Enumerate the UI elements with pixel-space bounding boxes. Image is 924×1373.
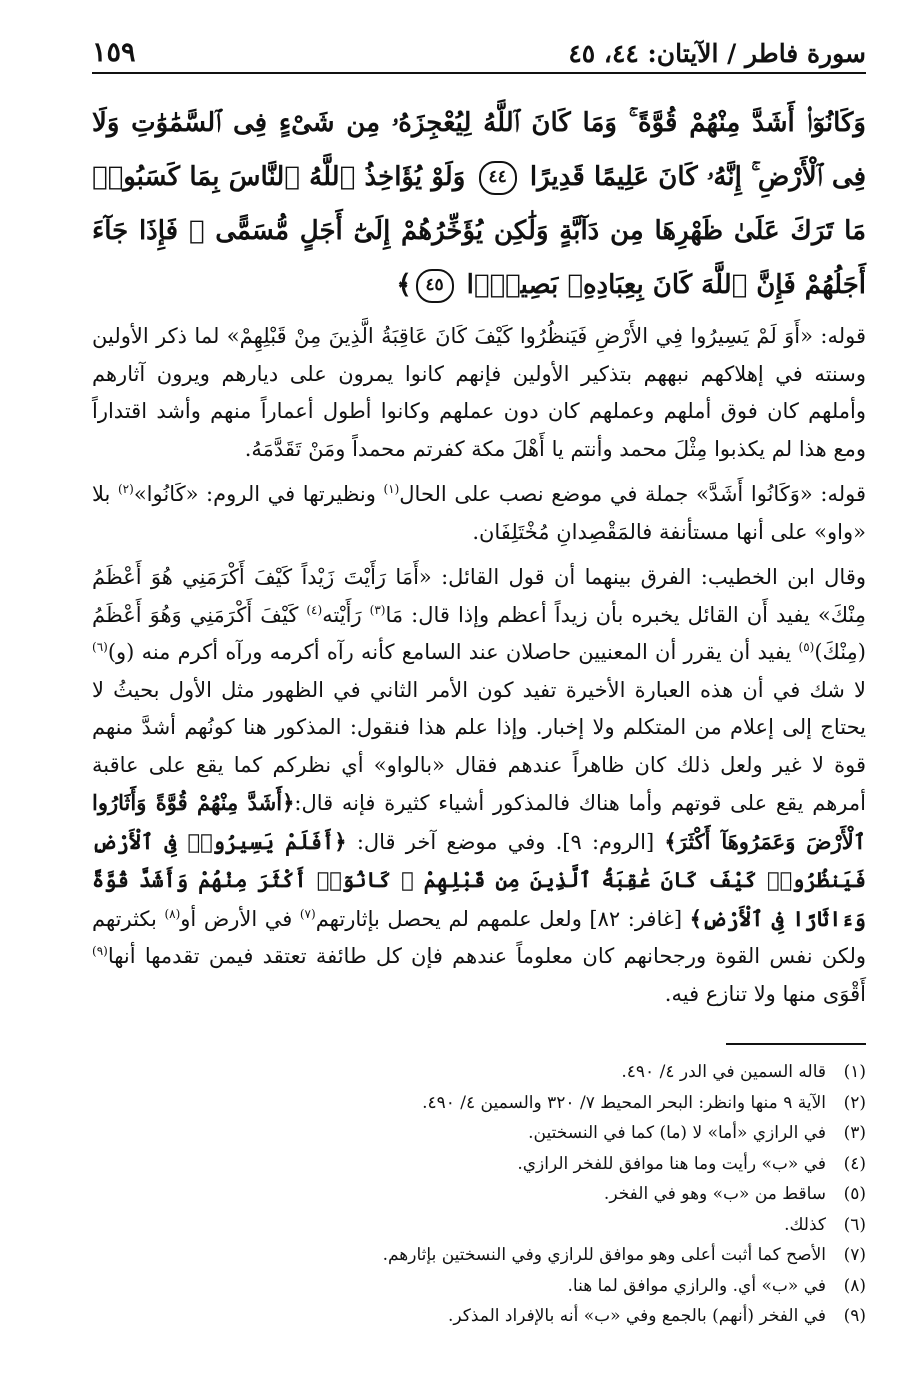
footnote-ref-1[interactable]: (١) bbox=[383, 482, 400, 496]
paragraph-3-text-k: بكثرتهم ولكن نفس القوة ورجحانهم كان معلوماً عندهم فإن كل طائفة تعتقد فيمن تقدمها أنها bbox=[92, 906, 866, 968]
footnote-text: في الرازي «أما» لا (ما) كما في النسختين. bbox=[528, 1123, 826, 1143]
paragraph-3-text-e: لا شك في أن هذه العبارة الأخيرة تفيد كون الأمر الثاني في الظهور مثل الأول بحيثُ لا يحتاج إلى إعلام من المتكلم ولا إخبار. وإذا علم هذا فنقول: المذكور هنا كونُهم أشدَّ منهم قوة لا غير ولعل ذلك كان ظاهراً عندهم فقال «بالواو» أي نظركم كما يقع على عاقبة أمرهم يقع على قوتهم وأما هناك فالمذكور أشياء كثيرة فإنه قال: bbox=[92, 677, 866, 815]
footnote-text: ساقط من «ب» وهو في الفخر. bbox=[603, 1184, 826, 1204]
footnote-number: (٨) bbox=[843, 1275, 866, 1296]
paragraph-3-text-c: كَيْفَ أَكْرَمَنِي وَهُوَ أَعْظَمُ (مِنْكَ) bbox=[92, 602, 866, 664]
quran-segment-2: وَلَوْ يُؤَاخِذُ ٱللَّهُ ٱلنَّاسَ بِمَا كَسَبُوا۟ مَا تَرَكَ عَلَىٰ ظَهْرِهَا مِن دَآبَّةٍ وَلَٰكِن يُؤَخِّرُهُمْ إِلَىٰٓ أَجَلٍ مُّسَمًّى ۖ فَإِذَا جَآءَ أَجَلُهُمْ فَإِنَّ ٱللَّهَ كَانَ بِعِبَادِهِۦ بَصِيرًۢا bbox=[92, 162, 866, 300]
quran-passage bbox=[92, 96, 866, 312]
paragraph-2-text-a: قوله: «وَكَانُوا أَشَدَّ» جملة في موضع نصب على الحال bbox=[399, 482, 866, 506]
paragraph-2-text-c: بلا «واو» على أنها مستأنفة فالمَقْصِدانِ مُخْتَلِفَان. bbox=[92, 482, 866, 544]
footnote bbox=[92, 1240, 866, 1271]
paragraph-2-text-b: ونظيرتها في الروم: «كَانُوا» bbox=[133, 482, 384, 506]
footnote-ref-4[interactable]: (٤) bbox=[306, 602, 323, 617]
ayah-number-marker: ٤٤ bbox=[479, 161, 517, 195]
footnote-number: (٣) bbox=[843, 1123, 866, 1143]
paragraph-3-text-i: [غافر: ٨٢] ولعل علمهم لم يحصل بإثارتهم bbox=[315, 906, 690, 931]
footnote-number: (١) bbox=[843, 1062, 866, 1082]
footnote-text: قاله السمين في الدر ٤/ ٤٩٠. bbox=[621, 1062, 826, 1082]
paragraph-3-text-g: [الروم: ٩]. وفي موضع آخر قال: bbox=[346, 829, 665, 854]
footnote bbox=[92, 1271, 866, 1302]
footnote-text: في الفخر (أنهم) بالجمع وفي «ب» أنه بالإفراد المذكر. bbox=[447, 1306, 826, 1326]
footnote-number: (٥) bbox=[843, 1184, 866, 1204]
footnote bbox=[92, 1210, 866, 1241]
paragraph-3-text-l: أَقْوَى منها ولا تنازع فيه. bbox=[664, 981, 866, 1006]
footnote-number: (٤) bbox=[843, 1153, 866, 1174]
commentary bbox=[92, 318, 866, 1013]
footnote-number: (٧) bbox=[843, 1245, 866, 1265]
footnote-ref-2[interactable]: (٢) bbox=[117, 482, 134, 496]
ayah-number-marker: ٤٥ bbox=[416, 269, 454, 303]
footnote-number: (٦) bbox=[843, 1214, 866, 1235]
footnote-ref-5[interactable]: (٥) bbox=[798, 640, 815, 654]
paragraph-3-text-j: في الأرض أو bbox=[180, 906, 300, 931]
footnotes bbox=[92, 1057, 866, 1332]
footnote-number: (٢) bbox=[843, 1092, 866, 1113]
footnote bbox=[92, 1057, 866, 1088]
footnote bbox=[92, 1301, 866, 1332]
footnote-number: (٩) bbox=[843, 1306, 866, 1326]
paragraph-1: قوله: «أَوَ لَمْ يَسِيرُوا فِي الأَرْضِ فَيَنظُرُوا كَيْفَ كَانَ عَاقِبَةُ الَّذِينَ مِنْ قَبْلِهِمْ» لما ذكر الأولين وسنته في إهلاكهم نبههم بتذكير الأولين فإنهم كانوا يمرون على ديارهم ويرون آثارهم وأملهم كان فوق أملهم وعملهم كان دون عملهم وكانوا أطول أعماراً منهم وأشد اقتداراً ومع هذا لم يكذبوا مِثْلَ محمد وأنتم يا أَهْلَ مكة كفرتم محمداً ومَنْ تَقَدَّمَهُ. bbox=[92, 324, 866, 461]
footnote bbox=[92, 1118, 866, 1149]
footnote-text: الأصح كما أثبت أعلى وهو موافق للرازي وفي النسختين بإثارهم. bbox=[382, 1245, 826, 1265]
paragraph-3-text-d: يفيد أن يقرر أن المعنيين حاصلان عند السامع كأنه رآه أكرمه ورآه أكرم منه (و) bbox=[107, 640, 799, 664]
footnote-ref-8[interactable]: (٨) bbox=[164, 906, 181, 921]
footnote-text: في «ب» رأيت وما هنا موافق للفخر الرازي. bbox=[517, 1153, 826, 1174]
quran-quote-rum: ﴿أَشَدَّ مِنْهُمْ قُوَّةً وَأَثَارُوا ٱلْأَرْضَ وَعَمَرُوهَآ أَكْثَرَ﴾ bbox=[92, 790, 866, 854]
footnote-text: كذلك. bbox=[784, 1214, 826, 1235]
paragraph-3-text-a: وقال ابن الخطيب: الفرق بينهما أن قول القائل: «أَمَا رَأَيْتَ زَيْداً كَيْفَ أَكْرَمَنِي هُوَ أَعْظَمُ مِنْكَ» يفيد أَن القائل يخبره بأن زيداً أعظم وإذا قال: مَا bbox=[92, 565, 867, 627]
running-title: سورة فاطر / الآيتان: ٤٤، ٤٥ bbox=[568, 39, 866, 68]
footnote-separator bbox=[726, 1043, 866, 1045]
footnote-ref-3[interactable]: (٣) bbox=[369, 602, 386, 617]
paragraph-3-text-b: رَأَيْته bbox=[322, 602, 370, 627]
paragraph-2 bbox=[92, 476, 866, 551]
quran-quote-ghafir: ﴿أَفَلَمْ يَسِيرُوا۟ فِى ٱلْأَرْضِ فَيَنظُرُوا۟ كَيْفَ كَانَ عَٰقِبَةُ ٱلَّذِينَ مِن قَبْلِهِمْ ۚ كَانُوٓا۟ أَكْثَرَ مِنْهُمْ وَأَشَدَّ قُوَّةً وَءَاثَارًا فِى ٱلْأَرْضِ﴾ bbox=[92, 828, 866, 931]
footnote-ref-7[interactable]: (٧) bbox=[299, 906, 316, 921]
paragraph-3 bbox=[92, 559, 866, 1013]
footnote-ref-9[interactable]: (٩) bbox=[92, 944, 108, 958]
quran-closing-bracket: ﴾ bbox=[396, 270, 412, 300]
running-head bbox=[92, 30, 866, 74]
footnote-ref-6[interactable]: (٦) bbox=[92, 640, 108, 654]
quran-segment-1: وَكَانُوٓا۟ أَشَدَّ مِنْهُمْ قُوَّةً ۚ وَمَا كَانَ ٱللَّهُ لِيُعْجِزَهُۥ مِن شَىْءٍ فِى ٱلسَّمَٰوَٰتِ وَلَا فِى ٱلْأَرْضِ ۚ إِنَّهُۥ كَانَ عَلِيمًا قَدِيرًا bbox=[92, 108, 867, 192]
footnote bbox=[92, 1149, 866, 1180]
footnote-text: الآية ٩ منها وانظر: البحر المحيط ٧/ ٣٢٠ والسمين ٤/ ٤٩٠. bbox=[422, 1092, 826, 1113]
footnote bbox=[92, 1088, 866, 1119]
page-number: ١٥٩ bbox=[92, 37, 136, 68]
footnote-text: في «ب» أي. والرازي موافق لما هنا. bbox=[567, 1275, 826, 1296]
footnote bbox=[92, 1179, 866, 1210]
